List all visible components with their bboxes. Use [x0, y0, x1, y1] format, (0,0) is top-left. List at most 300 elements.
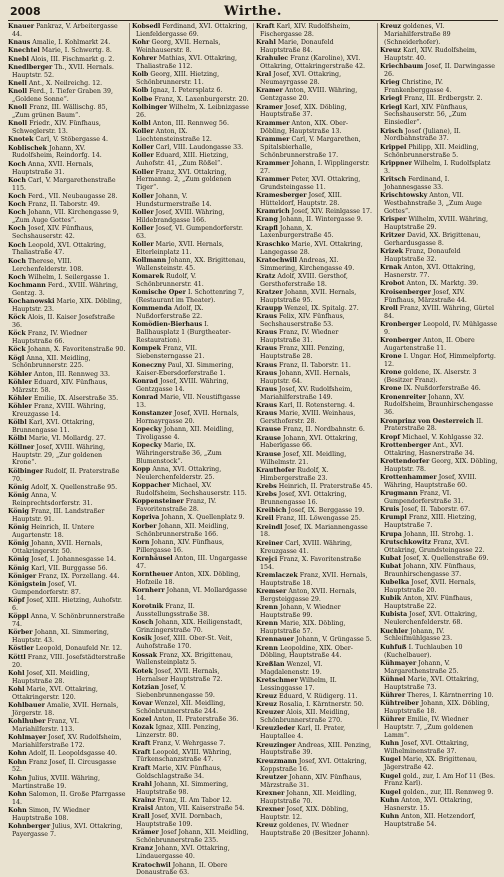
entry-surname: Krammer	[256, 175, 290, 183]
entry-surname: Komische Oper	[132, 289, 186, 297]
directory-entry	[132, 539, 250, 555]
directory-entry	[132, 104, 250, 120]
directory-entry	[380, 192, 498, 216]
entry-details: Anton, XVI. Ottakring, Hasnerstr. 77.	[384, 264, 476, 280]
entry-details: Anna, XVII. Hernals, Hauptstraße 31.	[12, 160, 94, 176]
entry-surname: Kuhn	[380, 812, 400, 820]
entry-details: Josef (Juliane), II. Nordbahnstraße 37.	[384, 127, 461, 143]
entry-surname: Kreßlan	[256, 660, 285, 668]
directory-entry	[132, 289, 250, 305]
entry-details: Franz, XVI. Ottakring, Hermanng. 2, „Zum goldenen Tiger“.	[136, 168, 232, 192]
directory-entry	[380, 644, 498, 660]
entry-details: Eduard, XIV. Fünfhaus, Märzstr. 58.	[12, 378, 108, 394]
entry-details: Johann, VI. Mollardgasse 14.	[136, 587, 247, 603]
directory-entry	[380, 160, 498, 176]
entry-surname: Koller	[132, 168, 154, 176]
directory-entry	[380, 385, 498, 393]
entry-details: Josef, XIX. Döbling, Hauptstraße 37.	[260, 103, 347, 119]
entry-details: Wenzel, XII. Meidling, Schönbrunnerstraße 244.	[136, 699, 226, 715]
entry-details: Johann, X. Laxenburgerstraße 45.	[260, 224, 334, 240]
entry-details: Josef, XVIII. Währing, Gentzgasse 14.	[136, 377, 229, 393]
entry-details: Franz, VI. Gumpendorferstraße 31.	[384, 490, 464, 506]
entry-details: Adolf, XVIII. Gersthof, Gersthoferstraße 18.	[260, 272, 348, 288]
entry-surname: Koller	[132, 224, 154, 232]
entry-surname: Krottenberger	[380, 441, 431, 449]
entry-details: Franz, IV. Wiedner Hauptstraße 66.	[12, 330, 88, 346]
entry-surname: Kuhn	[380, 796, 400, 804]
entry-details: Johann, XV. Rudolfsheim, Braunhirschengasse 36.	[384, 393, 494, 417]
directory-entry	[380, 563, 498, 579]
entry-details: Franz, III. Löwengasse 25.	[275, 515, 361, 523]
entry-surname: Kozak	[132, 724, 154, 732]
directory-entry	[132, 571, 250, 587]
entry-surname: Kratochwill	[256, 256, 297, 264]
entry-surname: Kohn	[8, 790, 27, 798]
directory-entry	[256, 742, 374, 758]
entry-surname: Kroisenberger	[380, 288, 431, 296]
entry-surname: Kraus	[256, 402, 277, 410]
entry-surname: Knoll	[8, 120, 28, 128]
entry-details: Johann, XIX. Döbling, Hauptstraße 18.	[384, 700, 490, 716]
entry-surname: Kreuz	[256, 822, 277, 830]
directory-entry	[256, 104, 374, 120]
directory-entry	[380, 539, 498, 555]
directory-entry	[132, 862, 250, 877]
entry-surname: Krahl	[132, 780, 152, 788]
directory-entry	[256, 709, 374, 725]
entry-surname: Koch	[8, 201, 26, 209]
entry-details: Anton, II. Praterstraße 36.	[153, 716, 239, 723]
entry-surname: Krexner	[256, 789, 285, 797]
entry-surname: Kreuz	[380, 47, 401, 55]
entry-surname: Koller	[132, 192, 154, 200]
entry-details: Anton, XVI. Ottakring, Hasnerstr. 15.	[384, 796, 473, 812]
entry-surname: Kotek	[132, 667, 153, 675]
entry-details: Alois, III. Fischmarkt g. 2.	[30, 55, 115, 63]
directory-entry	[380, 531, 498, 539]
entry-details: Carl, V. Margarethenstraße 115.	[12, 176, 116, 192]
entry-surname: Krahulec	[256, 55, 289, 63]
entry-surname: Knotek	[8, 136, 34, 144]
entry-surname: Krall	[132, 813, 150, 821]
entry-surname: Kriegl	[380, 103, 402, 111]
directory-entry	[8, 629, 126, 645]
directory-entry	[380, 458, 498, 474]
directory-entry	[256, 410, 374, 426]
entry-surname: Krobot	[380, 280, 405, 288]
entry-surname: Kubik	[380, 595, 402, 603]
directory-entry	[8, 177, 126, 193]
entry-details: Friedr., XIV. Fünfhaus, Schweglerstr. 13.	[12, 120, 101, 136]
entry-surname: Kugel	[380, 756, 401, 764]
entry-details: Franz Josef, II. Circusgasse 52.	[12, 758, 117, 774]
entry-surname: Köttl	[8, 653, 26, 661]
entry-surname: Kornhäusel	[132, 554, 173, 562]
entry-surname: Kolbinger	[132, 103, 168, 111]
entry-surname: Kohn	[8, 758, 27, 766]
directory-entry	[132, 152, 250, 168]
entry-surname: Kohn	[8, 806, 27, 814]
directory-entry	[8, 759, 126, 775]
entry-surname: Kubat	[380, 554, 402, 562]
directory-entry	[132, 96, 250, 104]
directory-entry	[8, 371, 126, 379]
entry-details: Felix, XIV. Fünfhaus, Sechshauserstraße 53.	[260, 313, 345, 329]
entry-surname: Kohlhuber	[8, 718, 46, 726]
entry-details: Michael, XV. Rudolfsheim, Sechshauserstr. 115.	[136, 482, 247, 498]
entry-details: goldenes, VI. Mariahilferstraße 89 (Schneiderhofer).	[384, 23, 451, 46]
entry-surname: Königer	[8, 572, 37, 580]
entry-surname: Kolb	[132, 87, 149, 95]
entry-details: Leopold, IV. Mühlgasse 9.	[384, 320, 498, 336]
directory-entry	[132, 765, 250, 781]
entry-surname: Koch	[8, 257, 26, 265]
directory-entry	[132, 724, 250, 740]
entry-details: Andreas, XI. Simmering, Kirchengasse 49.	[260, 256, 355, 272]
directory-entry	[8, 791, 126, 807]
entry-details: Wenzel, IX. Spitalg. 27.	[284, 305, 359, 313]
entry-details: Johann, XIV. Fünfhaus, Braunhirschengasse 37.	[384, 563, 476, 579]
entry-details: Karl, XIV. Rudolfsheim, Hauptstr. 40.	[384, 47, 477, 62]
entry-details: Johann, XVI. Ottakring, Lindauergasse 40.	[136, 845, 230, 861]
entry-surname: Krnak	[380, 264, 402, 272]
entry-details: Franz, III. Erdbergstr. 2.	[404, 95, 483, 103]
entry-details: Marie, VI. Mollardg. 27.	[28, 435, 106, 443]
entry-details: Franz, VIII. Josefstädterstraße 20.	[12, 653, 126, 669]
entry-surname: Köhler	[8, 370, 32, 378]
entry-details: Anton, VII. Kaiserstraße 54.	[155, 805, 245, 813]
directory-entry	[8, 282, 126, 298]
directory-entry	[256, 225, 374, 241]
entry-details: Franz, XVI. Ottakring, Grundsteingasse 22.	[384, 538, 485, 554]
directory-entry	[256, 273, 374, 289]
entry-details: Johann, XII. Meidling, Tivoligasse 4.	[136, 426, 234, 441]
entry-details: Simon, IV. Wiedner Hauptstraße 108.	[12, 806, 90, 822]
directory-entry	[8, 379, 126, 395]
directory-entry	[132, 120, 250, 128]
directory-entry	[256, 313, 374, 329]
entry-surname: Krammer	[256, 159, 290, 167]
entry-details: Ferd., I. Tiefer Graben 39, „Goldene Sonne“.	[12, 88, 113, 103]
entry-details: Franz, XVII. Hernals, Hauptstraße 18.	[260, 571, 368, 587]
entry-details: Karl, XVI. Ottakring, Brunnengasse 11.	[12, 419, 95, 435]
directory-entry	[380, 176, 498, 192]
entry-details: Heinrich, II. Praterstraße 45.	[278, 482, 373, 490]
directory-entry	[380, 23, 498, 47]
entry-details: Josef, XII. Meidling, Wilhelmstr. 21.	[260, 450, 347, 466]
entry-surname: Kühnel	[380, 675, 406, 683]
directory-entry	[132, 321, 250, 345]
entry-surname: Krause	[256, 426, 281, 434]
entry-surname: Kubat	[380, 563, 402, 571]
entry-surname: Kraus	[256, 410, 277, 418]
entry-surname: Knoll	[8, 104, 28, 112]
directory-entry	[380, 789, 498, 797]
entry-surname: Kobsedl	[132, 23, 161, 30]
entry-surname: König	[8, 508, 29, 516]
directory-entry	[132, 845, 250, 861]
entry-surname: Kölbl	[8, 435, 27, 443]
entry-details: Wenzel, VI. Magdalenenstr. 19.	[260, 660, 323, 676]
entry-details: Johann, XX. Brigittenau, Wallensteinstr. 45.	[136, 257, 246, 272]
entry-details: Franz, IV. Favoritenstraße 28.	[136, 498, 217, 514]
directory-entry	[256, 661, 374, 677]
directory-entry	[380, 216, 498, 232]
entry-details: Rosalia, I. Kärntnerstr. 50.	[278, 701, 364, 709]
entry-details: Josef, XIV. Fünfhaus, Sechshauserstr. 42.	[12, 225, 94, 241]
entry-surname: Kovar	[132, 699, 153, 707]
directory-entry	[132, 128, 250, 144]
directory-entry	[8, 524, 126, 540]
directory-entry	[8, 145, 126, 161]
directory-entry	[256, 136, 374, 160]
entry-details: Josef, XIV. Fünfhaus, Märzstraße 44.	[384, 288, 467, 304]
entry-surname: Kuchler	[380, 627, 409, 635]
directory-entry	[132, 169, 250, 193]
entry-details: Franz, XIII. Hietzing, Hauptstraße 7.	[384, 514, 477, 530]
entry-details: Julius, XVI. Ottakring, Payergasse 7.	[12, 822, 123, 838]
entry-details: Eduard, XIII. Hietzing, Auhofstr. 41, „Zum Rößel“.	[136, 152, 229, 168]
directory-entry	[8, 435, 126, 443]
entry-details: Carl, V. Margarethen, Spitalsbierhalle, Schönbrunnerstraße 17.	[260, 135, 361, 159]
directory-entry	[380, 248, 498, 264]
entry-surname: Korber	[132, 522, 157, 530]
entry-surname: Krenn	[256, 620, 278, 628]
directory-entry	[256, 645, 374, 661]
entry-surname: Koneczny	[132, 361, 166, 369]
entry-details: Josef, XVIII. Währing, Hauptstraße 60.	[384, 474, 477, 489]
entry-surname: Kühtreiber	[380, 700, 419, 708]
entry-details: Franz, II. Taborstr. 49.	[27, 201, 100, 209]
entry-surname: Kugel	[380, 788, 401, 796]
directory-column-1	[8, 23, 126, 838]
entry-surname: König	[8, 491, 29, 499]
entry-surname: Kretschmer	[256, 676, 298, 684]
entry-surname: Kreuz	[256, 692, 277, 700]
entry-details: Franz, II. Am Tabor 12.	[157, 796, 232, 804]
entry-surname: Kraft	[132, 764, 151, 772]
entry-details: goldene, IX. Alserstr. 3 (Besitzer Franz).	[384, 369, 477, 385]
entry-details: Josef, XVII. Hernals, Hernalser Hauptstraße 72.	[136, 667, 223, 683]
directory-entry	[132, 603, 250, 619]
directory-entry	[380, 442, 498, 458]
directory-column-4	[377, 23, 498, 828]
entry-details: I. Ungar. Hof, Himmelpfortg. 12.	[384, 353, 496, 368]
entry-surname: Kraus	[256, 369, 277, 377]
entry-surname: Kölbinger	[8, 467, 44, 475]
entry-details: Wilhelm, I. Rudolfsplatz 3.	[384, 159, 491, 175]
entry-surname: Krejci	[256, 555, 278, 563]
directory-entry	[132, 684, 250, 700]
directory-entry	[256, 483, 374, 491]
entry-surname: Knauer	[8, 23, 35, 30]
entry-surname: Konrad	[132, 377, 158, 385]
entry-surname: Köpf	[8, 597, 25, 605]
entry-surname: Kubelka	[380, 579, 410, 587]
entry-details: Michael, V. Kohlgasse 32.	[402, 433, 484, 441]
entry-surname: Kreuzer	[256, 709, 285, 717]
entry-details: Franz, XIII. Penzing, Hauptstraße 28.	[260, 345, 345, 361]
entry-surname: König	[8, 564, 29, 572]
entry-details: Marie, XVI. Ottakring, Hauptstraße 73.	[384, 675, 479, 691]
entry-details: Eduard, V. Rüdigerg. 11.	[278, 692, 358, 700]
entry-details: Heinrich, II. Untere Augartenstr. 18.	[12, 524, 95, 540]
directory-entry	[256, 345, 374, 361]
entry-details: I. Ballhausplatz 1 (Burgtheater-Restauration).	[136, 321, 231, 345]
directory-entry	[256, 402, 374, 410]
directory-entry	[132, 87, 250, 95]
entry-details: Karl, VII. Burggasse 56.	[30, 564, 108, 572]
entry-surname: Kroll	[380, 304, 398, 312]
directory-entry	[256, 467, 374, 483]
entry-surname: Krisper	[380, 216, 407, 224]
directory-entry	[132, 716, 250, 724]
directory-entry	[8, 573, 126, 581]
entry-surname: Konstanzer	[132, 409, 173, 417]
entry-details: I. Tuchlauben 10 (Kuchelbauer).	[384, 643, 463, 659]
entry-details: Georg, XVII. Hernals, Weinhauserstr. 8.	[136, 39, 221, 55]
entry-surname: Krenn	[256, 604, 278, 612]
entry-details: Johann, II. Obere Donaustraße 63.	[136, 861, 228, 877]
entry-surname: Koblischek	[8, 144, 48, 152]
directory-entry	[380, 676, 498, 692]
entry-details: Johann, II. Wintergasse 9.	[279, 216, 363, 224]
directory-entry	[132, 668, 250, 684]
entry-details: Andreas, XIII. Penzing, Hauptstraße 39.	[260, 741, 372, 757]
entry-surname: Krieg	[380, 79, 400, 87]
entry-details: Wilhelm, I. Seilergasse 1.	[27, 273, 110, 281]
entry-surname: Kronprinz von Oesterreich	[380, 417, 475, 425]
directory-entry	[132, 209, 250, 225]
entry-surname: Kraus	[256, 329, 277, 337]
directory-entry	[380, 280, 498, 288]
directory-entry	[380, 514, 498, 530]
entry-details: Josef Johann, XII. Meidling, Schönbrunnerstraße 235.	[136, 829, 249, 845]
entry-surname: Kosik	[132, 635, 152, 643]
entry-details: Johann, V. Margarethenstraße 25.	[384, 659, 459, 675]
entry-details: Johann, XIV. Fünfhaus, Pillergasse 16.	[136, 538, 225, 554]
entry-surname: Krumpl	[380, 514, 407, 522]
entry-surname: Kögl	[8, 354, 25, 362]
entry-surname: Krang	[256, 216, 278, 224]
entry-surname: Kuhfuß	[380, 643, 407, 651]
entry-surname: Krapfl	[256, 224, 278, 232]
entry-details: Amalie, I. Kohlmarkt 24.	[32, 39, 111, 47]
entry-details: Pankraz, V. Arbeitergasse 44.	[12, 23, 118, 38]
directory-entry	[8, 686, 126, 702]
entry-surname: Kührer	[380, 691, 406, 699]
entry-surname: Kohn	[8, 750, 27, 758]
entry-details: Anton, III. Ungargasse 47.	[136, 554, 248, 570]
directory-entry	[256, 758, 374, 774]
directory-entry	[132, 442, 250, 466]
entry-surname: Knechtel	[8, 47, 40, 55]
entry-surname: Knaus	[8, 39, 31, 47]
directory-entry	[8, 104, 126, 120]
entry-details: Ignaz, XIII. Penzing, Linzerstr. 80.	[136, 724, 221, 740]
entry-surname: Korotnik	[132, 603, 164, 611]
entry-surname: Komödien-Bierhaus	[132, 321, 203, 329]
entry-surname: Kopecky	[132, 426, 162, 434]
directory-entry	[8, 274, 126, 282]
directory-entry	[256, 677, 374, 693]
entry-details: Anton, III. Rennweg 33.	[33, 370, 111, 378]
directory-entry	[256, 71, 374, 87]
directory-column-2	[129, 23, 250, 877]
directory-entry	[132, 193, 250, 209]
entry-details: Josef, X. Quellenstraße 69.	[403, 554, 489, 562]
directory-entry	[8, 314, 126, 330]
directory-entry	[380, 144, 498, 160]
directory-entry	[8, 80, 126, 88]
entry-surname: Kraus	[256, 385, 277, 393]
entry-details: Josef, XVIII. Währing, Hildebrandgasse 166.	[136, 208, 225, 224]
entry-details: Ferd., XVIII. Währing, Gentzg. 3.	[12, 281, 119, 297]
entry-details: Adolf, X. Quellenstraße 95.	[30, 483, 118, 491]
directory-entry	[132, 39, 250, 55]
entry-details: Johann, X. Favoritenstraße 90.	[27, 346, 126, 354]
entry-details: Johann, X. Quellenplatz 9.	[161, 514, 245, 522]
entry-surname: Kozel	[132, 716, 152, 723]
entry-surname: Kolb	[132, 71, 149, 79]
directory-entry	[380, 700, 498, 716]
directory-entry	[8, 718, 126, 734]
directory-entry	[8, 242, 126, 258]
entry-details: Anton, XIX. Ober-Döbling, Hauptstraße 13.	[260, 119, 349, 135]
entry-surname: Krexner	[256, 805, 285, 813]
entry-surname: Koch	[8, 160, 26, 168]
entry-details: Franz, III. Wällischg. 85, „Zum grünen Baum“.	[12, 104, 108, 120]
entry-surname: Koch	[8, 225, 26, 233]
directory-entry	[256, 305, 374, 313]
entry-surname: Koch	[8, 241, 26, 249]
directory-entry	[256, 329, 374, 345]
entry-surname: Korntheuer	[132, 571, 173, 579]
entry-surname: Krippel	[380, 143, 407, 151]
entry-details: Marie, VII. Neustiftgasse 13.	[136, 393, 241, 409]
entry-details: Franz, X. Laxenburgerstr. 20.	[154, 95, 249, 103]
directory-entry	[256, 806, 374, 822]
entry-surname: Koller	[132, 240, 154, 248]
entry-surname: Krause	[256, 450, 281, 458]
directory-entry	[8, 346, 126, 354]
entry-surname: Köck	[8, 330, 26, 338]
entry-surname: Kochmann	[8, 281, 46, 289]
entry-details: Josef, XVI. Ottakring, Neulerchenfelderstr. 68.	[384, 611, 478, 627]
entry-surname: Köhler	[8, 378, 32, 386]
directory-entry	[8, 136, 126, 144]
directory-entry	[132, 345, 250, 361]
entry-surname: Kohrer	[132, 55, 157, 63]
directory-entry	[8, 419, 126, 435]
directory-entry	[380, 595, 498, 611]
directory-entry	[380, 353, 498, 369]
entry-details: Anton, XII. Hetzendorf, Hauptstraße 54.	[384, 812, 476, 828]
directory-entry	[380, 289, 498, 305]
entry-details: Anna, V. Schönbrunnerstraße 74.	[12, 613, 125, 629]
directory-entry	[132, 426, 250, 442]
directory-entry	[132, 362, 250, 378]
entry-details: Josef, XV. Rudolfsheim, Mariahilferstraße 172.	[12, 734, 122, 750]
entry-details: Mathias, XVI. Ottakring, Thaliastraße 112.	[136, 55, 237, 71]
entry-surname: Kraus	[256, 313, 277, 321]
entry-surname: Kral	[256, 71, 272, 79]
directory-entry	[132, 305, 250, 321]
entry-details: II. Praterstraße 28.	[384, 417, 484, 433]
directory-entry	[132, 523, 250, 539]
entry-surname: Krone	[380, 353, 402, 361]
entry-details: Anton, XVII. Hernals, Bergsteiggasse 29.	[260, 588, 357, 603]
